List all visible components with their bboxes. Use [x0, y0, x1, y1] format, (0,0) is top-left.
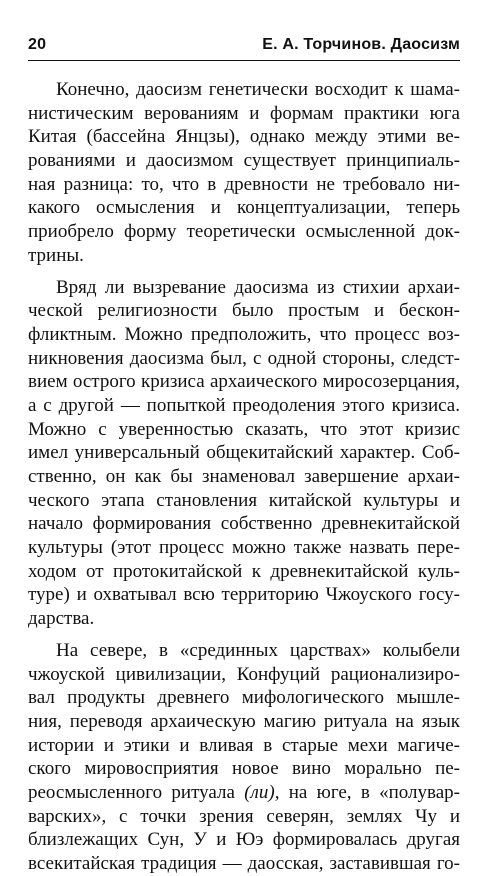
- text-line-mixed: [28, 805, 460, 829]
- text-segment: варских»: [28, 805, 102, 827]
- running-head: [28, 30, 460, 56]
- text-line: никновения даосизма был, с одной стороны, следст-: [28, 347, 460, 369]
- text-line: нистическим верованиям и формам практики юга: [28, 102, 460, 124]
- text-line: всекитайская традиция — даосская, заставившая го-: [28, 853, 460, 874]
- text-line: ная разница: то, что в древности не требовало ни-: [28, 173, 460, 195]
- text-line: ния, переводя архаическую магию ритуала на язык: [28, 710, 460, 732]
- text-line: Можно с уверенностью сказать, что этот кризис: [28, 418, 460, 440]
- text-line: ского мировосприятия новое вино морально пе-: [28, 758, 460, 780]
- text-segment: , на юге, в «полувар-: [274, 781, 460, 803]
- text-line: Вряд ли вызревание даосизма из стихии архаи-: [56, 276, 460, 298]
- page-number: 20: [28, 36, 47, 53]
- text-line: начало формирования собственно древнекитайской: [28, 513, 460, 535]
- text-line: туре) и охватывал всю территорию Чжоуского госу-: [28, 584, 460, 606]
- running-title: Е. А. Торчинов. Даосизм: [262, 36, 460, 53]
- book-page: [28, 0, 460, 874]
- paragraph-2: [28, 276, 460, 631]
- paragraph-1: [28, 78, 460, 268]
- text-line: рованиями и даосизмом существует принципиаль-: [28, 150, 460, 172]
- text-line: На севере, в «срединных царствах» колыбели: [56, 639, 460, 661]
- text-line: истории и этики и вливая в старые мехи магиче-: [28, 734, 460, 756]
- text-segment: реосмысленного ритуала: [28, 781, 235, 803]
- header-rule: [28, 60, 460, 61]
- italic-term: (ли): [244, 781, 275, 803]
- text-line: имел универсальный общекитайский характер. Соб-: [28, 442, 460, 464]
- text-segment: , с точки зрения северян, землях Чу и: [101, 805, 460, 827]
- text-line: вал продукты древнего мифологического мышле-: [28, 687, 460, 709]
- text-line-mixed: [28, 781, 460, 805]
- text-line: вием острого кризиса архаического миросозерцания,: [28, 371, 460, 393]
- body-text: [28, 78, 460, 876]
- text-line: какого осмысления и концептуализации, теперь: [28, 197, 460, 219]
- paragraph-3: [28, 639, 460, 876]
- text-line: фликтным. Можно предположить, что процесс воз-: [28, 323, 460, 345]
- text-line: дарства.: [28, 608, 95, 630]
- text-line: а с другой — попыткой преодоления этого кризиса.: [28, 394, 460, 416]
- text-line: ходом от протокитайской к древнекитайской куль-: [28, 560, 460, 582]
- text-line: близлежащих Сун, У и Юэ формировалась другая: [28, 829, 460, 851]
- text-line: ственно, он как бы знаменовал завершение архаи-: [28, 466, 460, 487]
- text-line: ческого этапа становления китайской культуры и: [28, 489, 460, 511]
- text-line: приобрело форму теоретически осмысленной док-: [28, 221, 460, 243]
- text-line: трины.: [28, 244, 84, 266]
- text-line: Конечно, даосизм генетически восходит к шама-: [56, 79, 460, 100]
- text-line: Китая (бассейна Янцзы), однако между этими ве-: [28, 126, 460, 148]
- text-line: ческой религиозности было простым и бескон-: [28, 300, 460, 322]
- text-line: культуры (этот процесс можно также назвать пере-: [28, 537, 460, 559]
- text-line: чжоуской цивилизации, Конфуций рационализиро-: [28, 663, 460, 685]
